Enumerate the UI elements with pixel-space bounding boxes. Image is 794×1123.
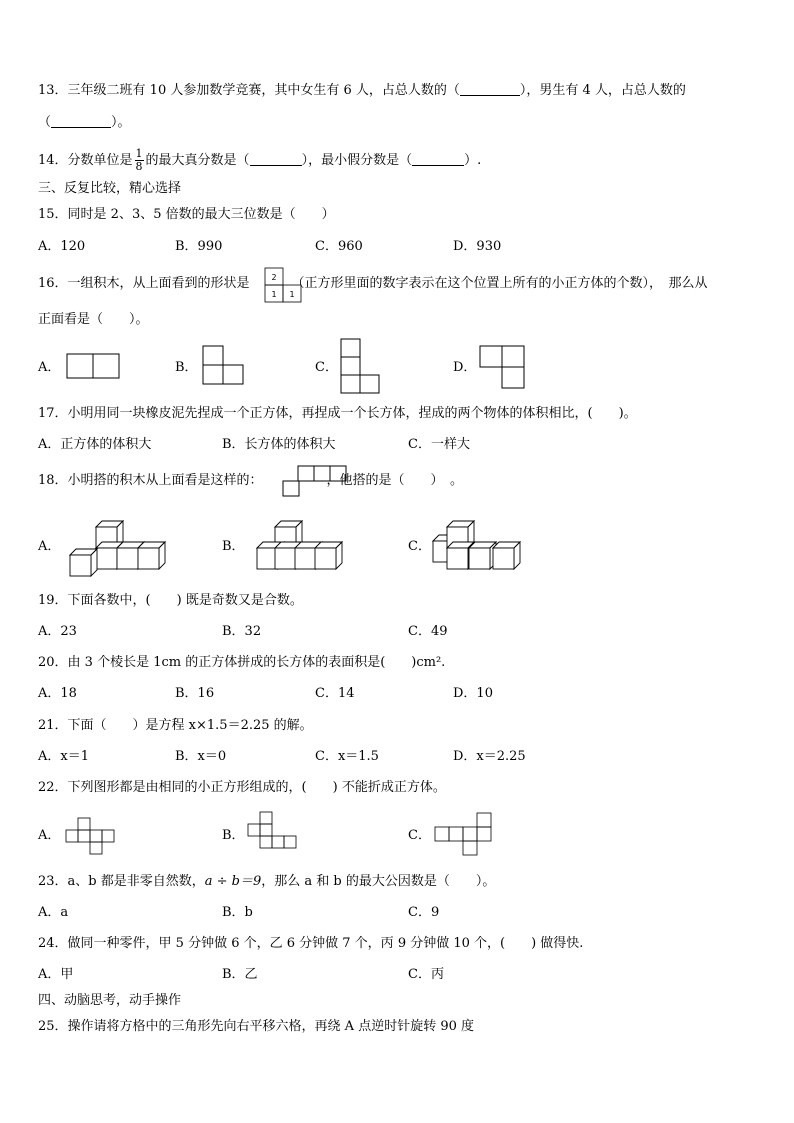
q17-option-c[interactable]: C．一样大: [408, 437, 470, 452]
q13-line2: （ ）。: [38, 115, 131, 130]
q23-option-b[interactable]: B．b: [222, 905, 253, 920]
q17-option-b[interactable]: B．长方体的体积大: [222, 437, 336, 452]
q18-option-a[interactable]: A．: [38, 539, 61, 554]
answer-blank[interactable]: [250, 153, 302, 166]
q15-option-b[interactable]: B．990: [175, 239, 223, 254]
q19-text: 19．下面各数中，( ) 既是奇数又是合数。: [38, 593, 303, 608]
q16-line2: 正面看是（ ）。: [38, 312, 149, 327]
q20-text: 20．由 3 个棱长是 1cm 的正方体拼成的长方体的表面积是( )cm².: [38, 655, 446, 670]
q24-text: 24．做同一种零件，甲 5 分钟做 6 个，乙 6 分钟做 7 个，丙 9 分钟做 10 个，( ) 做得快.: [38, 936, 584, 951]
q19-option-b[interactable]: B．32: [222, 624, 262, 639]
section-heading-4: 四、动脑思考，动手操作: [38, 993, 182, 1008]
q23-option-c[interactable]: C．9: [408, 905, 440, 920]
q18-top-view-figure: [282, 465, 348, 499]
grid-number: 1: [289, 290, 295, 299]
q16-line1: 16．一组积木，从上面看到的形状是 （正方形里面的数字表示在这个位置上所有的小正方体的个数）， 那么从: [38, 276, 708, 291]
q18-option-c-figure: [431, 519, 531, 577]
section-heading-3: 三、反复比较，精心选择: [38, 181, 182, 196]
q24-option-c[interactable]: C．丙: [408, 967, 444, 982]
q15-text: 15．同时是 2、3、5 倍数的最大三位数是（ ）: [38, 207, 335, 222]
q16-option-b-figure: [202, 345, 244, 385]
q18-option-c[interactable]: C．: [408, 539, 431, 554]
q23-line: 23．a、b 都是非零自然数，a ÷ b＝9，那么 a 和 b 的最大公因数是（ ）。: [38, 874, 496, 889]
q13-line1: 13．三年级二班有 10 人参加数学竞赛，其中女生有 6 人，占总人数的（ ），男生有 4 人，占总人数的: [38, 83, 686, 98]
q22-option-b-net: [247, 811, 299, 853]
q16-option-d-figure: [479, 345, 525, 389]
q16-option-a[interactable]: A．: [38, 360, 61, 375]
q19-option-a[interactable]: A．23: [38, 624, 77, 639]
q22-option-b[interactable]: B．: [222, 828, 245, 843]
q20-option-b[interactable]: B．16: [175, 686, 215, 701]
q20-option-a[interactable]: A．18: [38, 686, 77, 701]
q22-option-a-net: [65, 817, 117, 857]
q18-line: 18．小明搭的积木从上面看是这样的： ，他搭的是（ ） 。: [38, 473, 464, 488]
q21-option-a[interactable]: A．x＝1: [38, 749, 89, 764]
q23-option-a[interactable]: A．a: [38, 905, 69, 920]
q15-option-d[interactable]: D．930: [453, 239, 502, 254]
q21-option-b[interactable]: B．x＝0: [175, 749, 227, 764]
q19-option-c[interactable]: C．49: [408, 624, 448, 639]
answer-blank[interactable]: [412, 153, 464, 166]
q16-option-c[interactable]: C．: [315, 360, 338, 375]
fraction: $\frac{1}{8}$: [135, 147, 143, 173]
q21-option-d[interactable]: D．x＝2.25: [453, 749, 526, 764]
q24-option-a[interactable]: A．甲: [38, 967, 74, 982]
q16-option-c-figure: [340, 338, 380, 395]
q17-text: 17．小明用同一块橡皮泥先捏成一个正方体，再捏成一个长方体，捏成的两个物体的体积相比，( )。: [38, 406, 637, 421]
q17-option-a[interactable]: A．正方体的体积大: [38, 437, 152, 452]
q14-line: 14．分数单位是 $\frac{1}{8}$ 的最大真分数是（ ），最小假分数是（ ）.: [38, 147, 482, 173]
q18-option-b-figure: [255, 519, 355, 577]
q20-option-c[interactable]: C．14: [315, 686, 355, 701]
q25-text: 25．操作请将方格中的三角形先向右平移六格，再绕 A 点逆时针旋转 90 度: [38, 1019, 475, 1034]
q21-option-c[interactable]: C．x＝1.5: [315, 749, 379, 764]
q22-option-c-net: [434, 812, 494, 856]
grid-number: 1: [271, 290, 277, 299]
answer-blank[interactable]: [460, 83, 520, 96]
q16-option-a-figure: [66, 353, 120, 380]
q16-top-view-figure: [264, 267, 302, 303]
q22-option-c[interactable]: C．: [408, 828, 431, 843]
q15-option-a[interactable]: A．120: [38, 239, 86, 254]
q16-option-d[interactable]: D．: [453, 360, 477, 375]
q21-text: 21．下面（ ）是方程 x×1.5＝2.25 的解。: [38, 718, 313, 733]
q24-option-b[interactable]: B．乙: [222, 967, 258, 982]
q18-option-b[interactable]: B．: [222, 539, 245, 554]
q15-option-c[interactable]: C．960: [315, 239, 363, 254]
q22-text: 22．下列图形都是由相同的小正方形组成的，( ) 不能折成正方体。: [38, 780, 446, 795]
q16-option-b[interactable]: B．: [175, 360, 198, 375]
q22-option-a[interactable]: A．: [38, 828, 61, 843]
answer-blank[interactable]: [51, 115, 111, 128]
q20-option-d[interactable]: D．10: [453, 686, 493, 701]
q18-option-a-figure: [68, 519, 168, 577]
grid-number: 2: [271, 273, 277, 282]
